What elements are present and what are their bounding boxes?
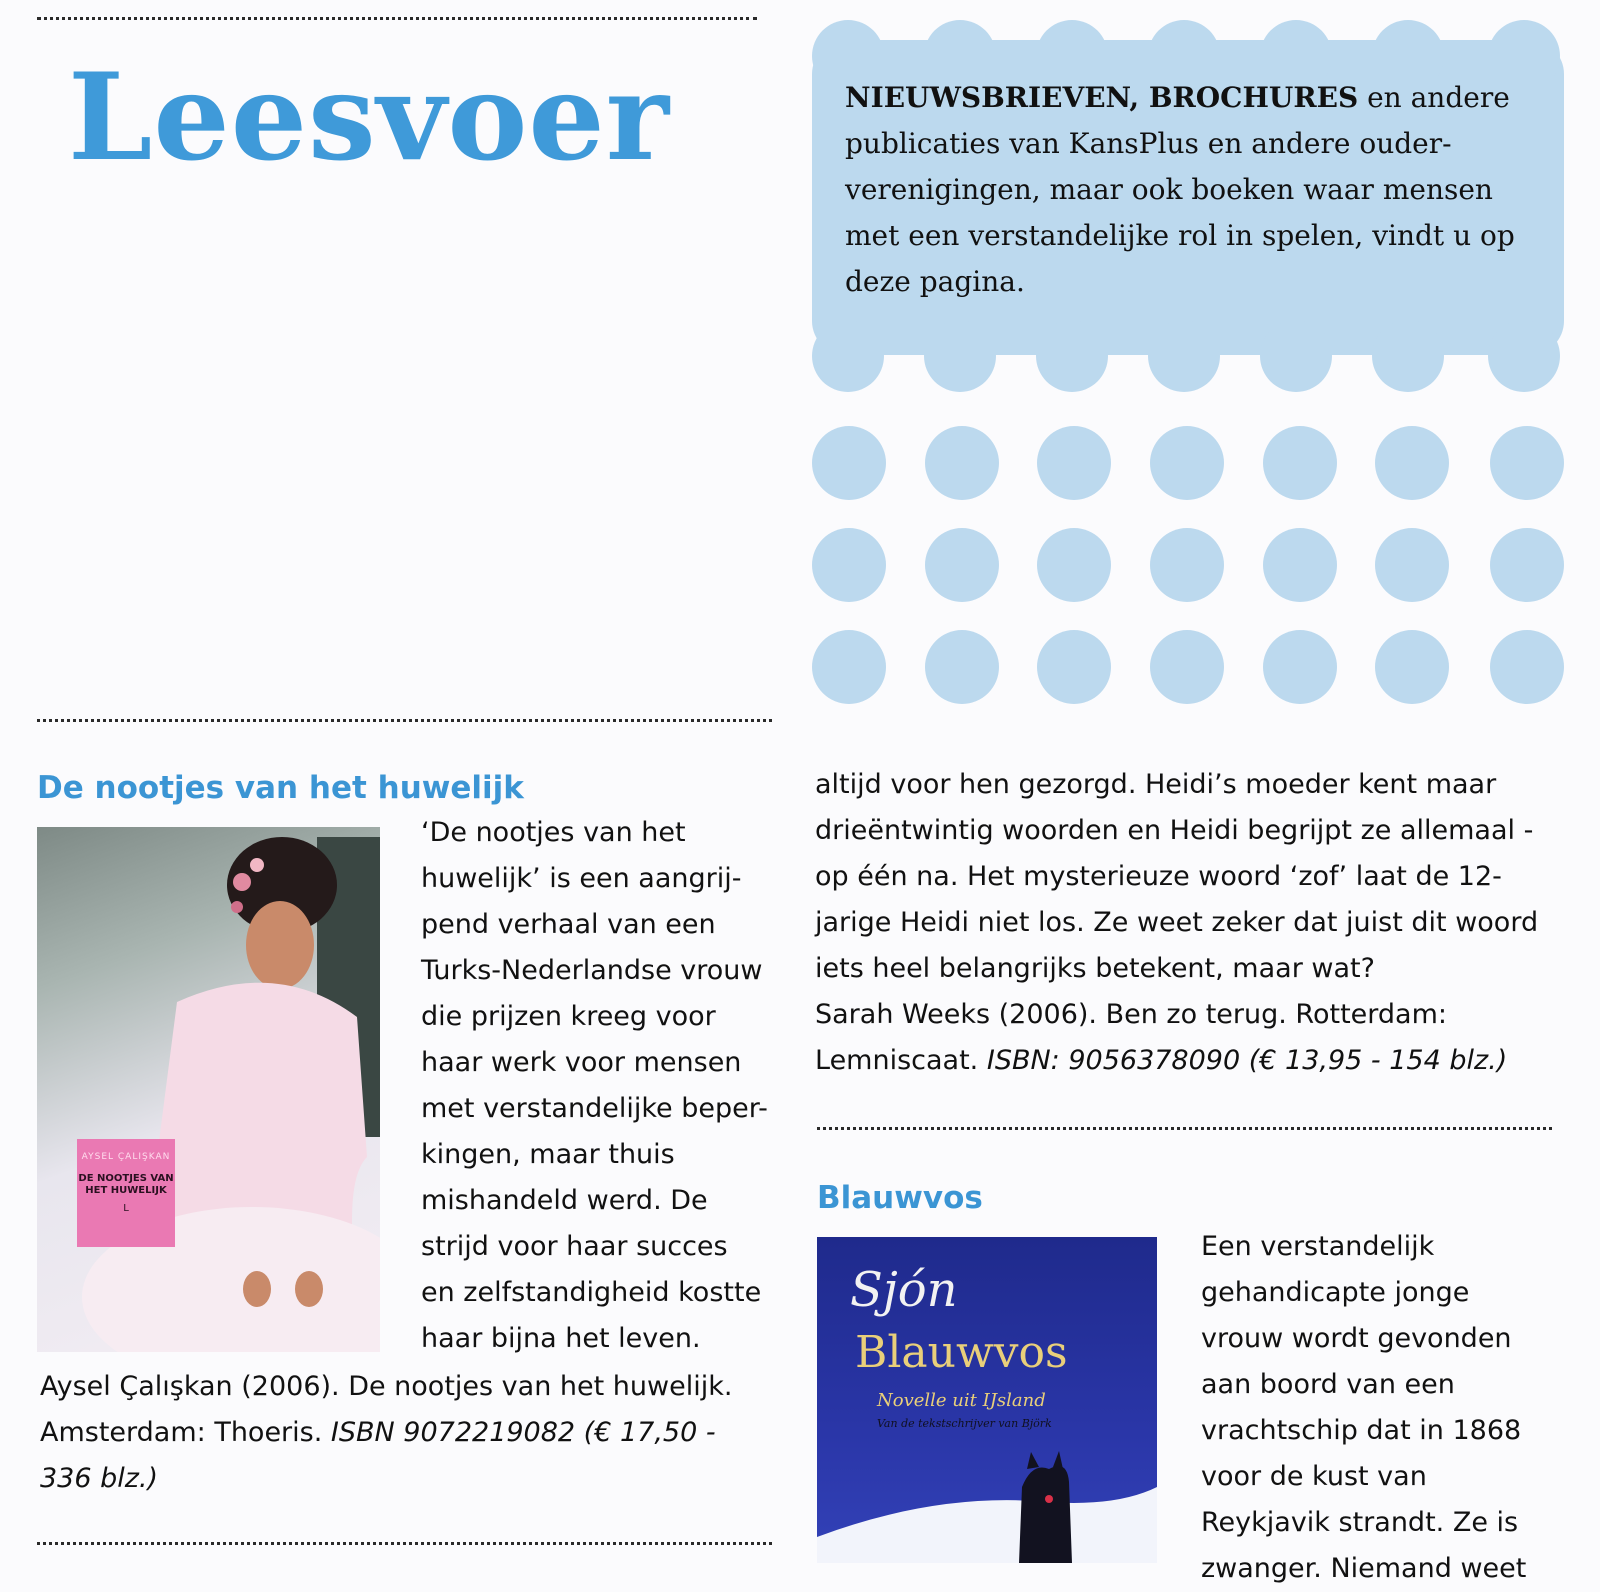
cover-tagline-blauwvos: Van de tekstschrijver van Björk: [877, 1417, 1052, 1430]
decorative-dot-grid: [812, 425, 1572, 725]
body-line: gehandicapte jonge: [1201, 1277, 1470, 1308]
cover-title-nootjes: DE NOOTJES VAN HET HUWELIJK: [78, 1173, 174, 1196]
book-cover-nootjes: [37, 827, 380, 1352]
section-divider-bottom-left: [37, 1542, 772, 1545]
body-line: pend verhaal van een: [421, 909, 716, 940]
article-body-nootjes: [421, 810, 781, 1362]
body-line: en zelfstandigheid kostte: [421, 1277, 762, 1308]
body-line: haar werk voor mensen: [421, 1047, 742, 1078]
body-line: vrachtschip dat in 1868: [1201, 1415, 1522, 1446]
body-line: kingen, maar thuis: [421, 1139, 675, 1170]
page-title: Leesvoer: [68, 47, 670, 188]
article-continuation: altijd voor hen gezorgd. Heidi’s moeder kent maar drieëntwintig woorden en Heidi begrijpt ze allemaal - op één na. Het mysterieuze woord ‘zof’ laat de 12-jarige Heidi niet los. Ze weet zeker dat juist dit woord iets heel belangrijks betekent, maar wat?: [815, 769, 1539, 984]
body-line: voor de kust van: [1201, 1461, 1427, 1492]
article-reference-nootjes: [40, 1364, 775, 1502]
book-cover-nootjes-label: [77, 1139, 175, 1247]
top-divider: [37, 17, 757, 20]
body-line: ‘De nootjes van het: [421, 817, 686, 848]
body-line: mishandeld werd. De: [421, 1185, 708, 1216]
section-divider-right: [817, 1127, 1552, 1130]
intro-rest: en andere publicaties van KansPlus en andere ouderverenigingen, maar ook boeken waar mensen met een verstandelijke rol in spelen, vindt u op deze pagina.: [845, 81, 1515, 298]
section-divider-left: [37, 719, 772, 722]
body-line: met verstandelijke beper-: [421, 1093, 768, 1124]
intro-paragraph: [845, 75, 1525, 305]
article-body-blauwvos: [1201, 1224, 1561, 1592]
reference-plain: Sarah Weeks (2006). Ben zo terug. Rotterdam: Lemniscaat.: [815, 999, 1447, 1076]
intro-caps: NIEUWSBRIEVEN, BROCHURES: [845, 81, 1359, 114]
reference-plain: Aysel Çalışkan (2006). De nootjes van het huwelijk. Amsterdam: Thoeris.: [40, 1371, 733, 1448]
cover-title-blauwvos: Blauwvos: [855, 1327, 1068, 1378]
cover-subtitle-blauwvos: Novelle uit IJsland: [877, 1390, 1046, 1411]
reference-isbn: ISBN: 9056378090 (€ 13,95 - 154 blz.): [986, 1045, 1508, 1076]
cover-author-blauwvos: Sjón: [850, 1262, 958, 1318]
bride-photo: [37, 827, 380, 1352]
reference-isbn: ISBN 9072219082 (€ 17,50 - 336 blz.): [40, 1417, 716, 1494]
cover-author-nootjes: AYSEL ÇALIŞKAN: [81, 1152, 171, 1162]
article-heading-nootjes: De nootjes van het huwelijk: [37, 770, 524, 806]
book-cover-blauwvos: [817, 1237, 1157, 1563]
body-line: aan boord van een: [1201, 1369, 1455, 1400]
body-line: huwelijk’ is een aangrij-: [421, 863, 742, 894]
body-line: die prijzen kreeg voor: [421, 1001, 716, 1032]
article-heading-blauwvos: Blauwvos: [817, 1180, 983, 1216]
body-line: Een verstandelijk: [1201, 1231, 1435, 1262]
body-line: vrouw wordt gevonden: [1201, 1323, 1512, 1354]
body-line: haar bijna het leven.: [421, 1323, 701, 1354]
body-line: strijd voor haar succes: [421, 1231, 728, 1262]
article-reference-weeks: [815, 992, 1545, 1084]
body-line: zwanger. Niemand weet: [1201, 1553, 1527, 1584]
body-line: Reykjavik strandt. Ze is: [1201, 1507, 1519, 1538]
body-line: Turks-Nederlandse vrouw: [421, 955, 763, 986]
cover-publisher-mark: L: [123, 1203, 129, 1214]
